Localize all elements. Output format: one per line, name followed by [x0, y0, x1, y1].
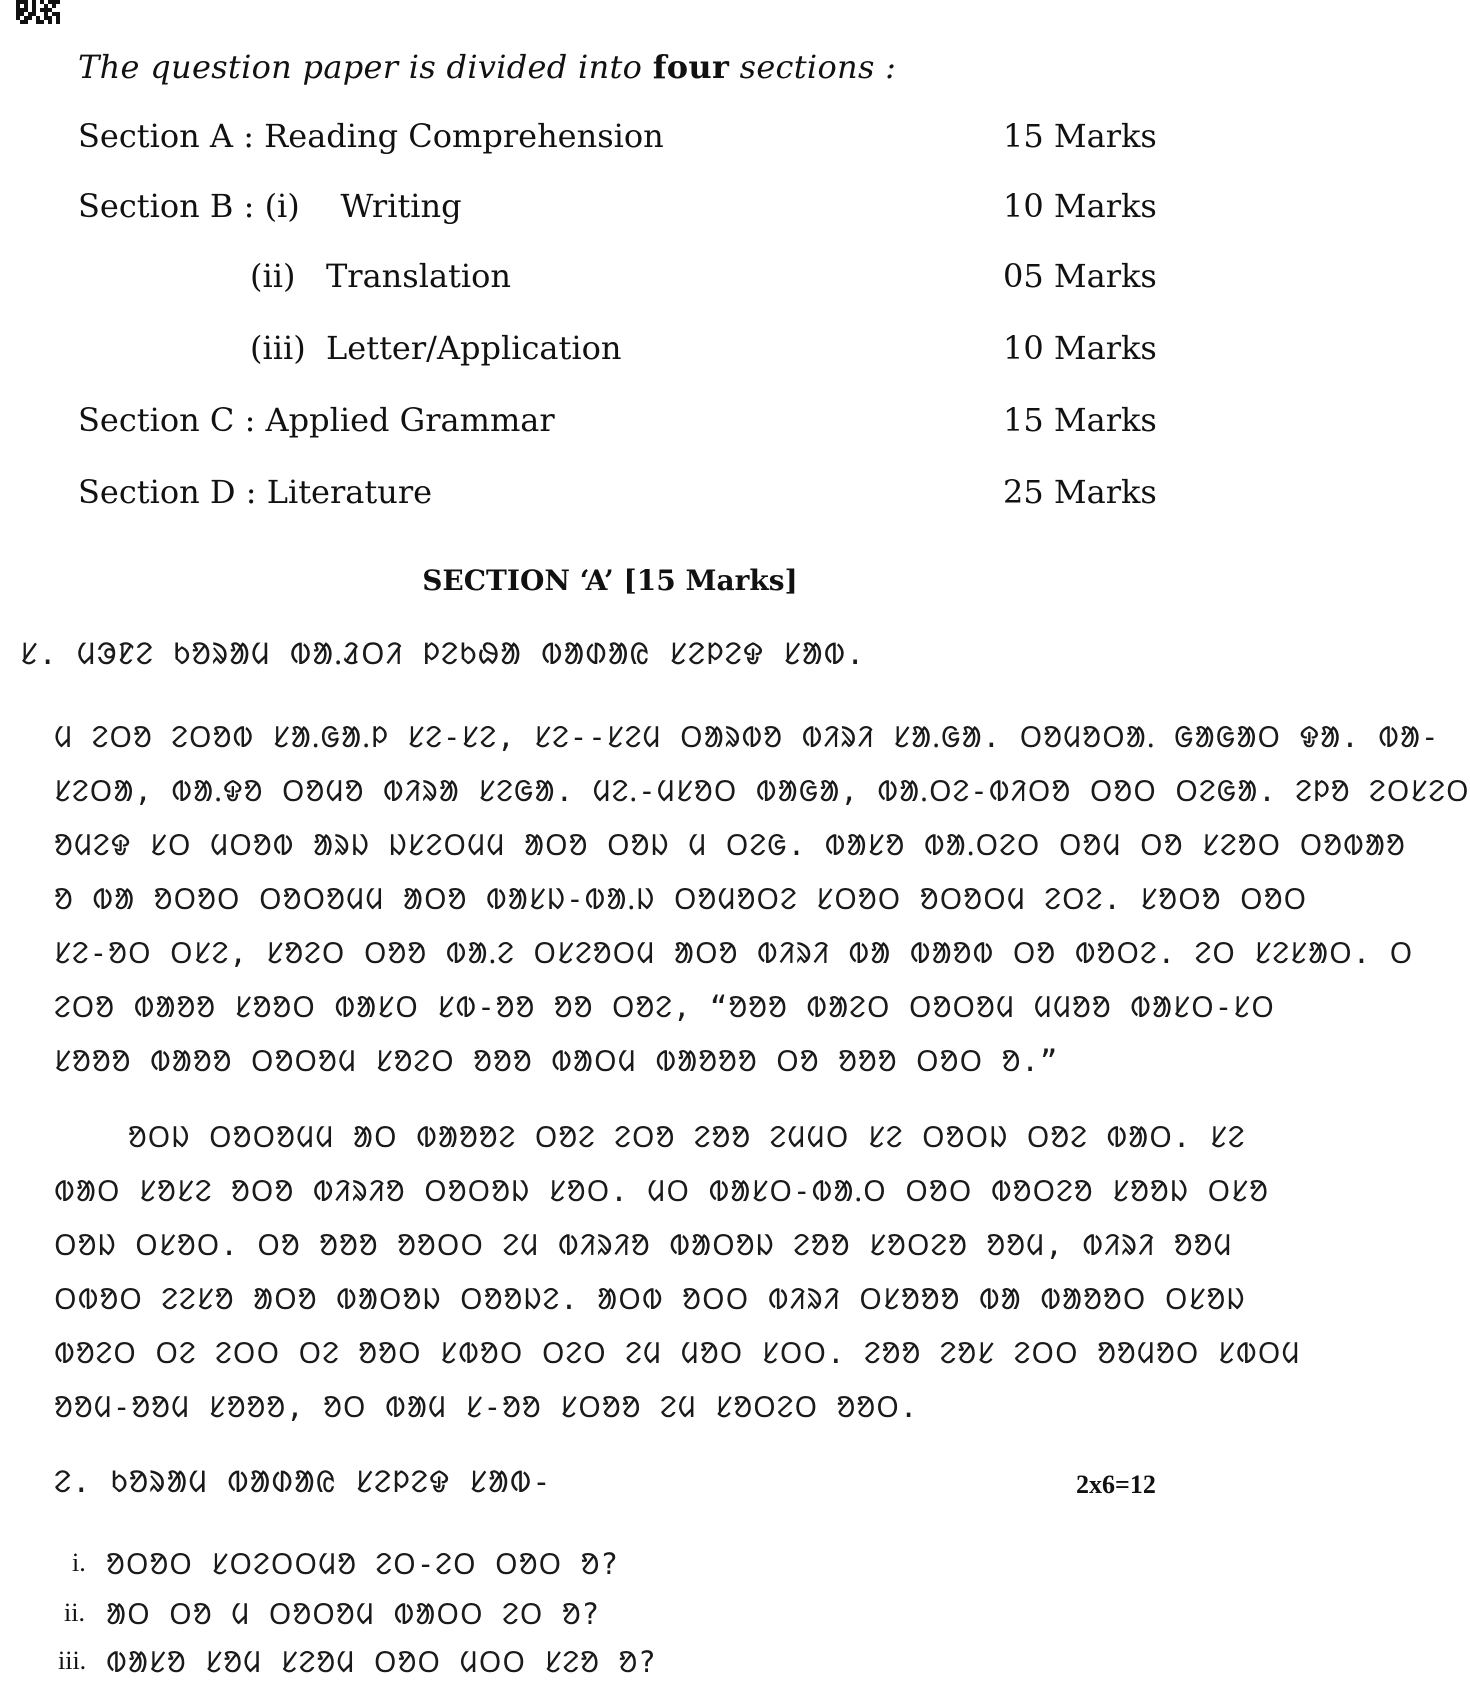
section-d-label: Section D : Literature	[78, 473, 433, 511]
section-b-i-marks: 10 Marks	[1003, 187, 1157, 225]
question-2-marks: 2x6=12	[1076, 1470, 1156, 1499]
intro-bold: four	[652, 48, 730, 86]
section-b-ii-label: (ii) Translation	[250, 257, 511, 295]
paper-intro	[78, 48, 896, 86]
passage-line: ᱛᱚᱡ ᱛᱥᱚᱛ. ᱛᱚ ᱚᱚᱚ ᱚᱚᱛᱛ ᱮᱢ ᱵᱤᱨᱤᱚ ᱵᱟᱛᱚᱡ ᱮᱚᱚ ᱥᱚᱛᱮᱚ ᱚᱚᱢ, ᱵᱤᱨᱤ ᱚᱚᱢ	[54, 1228, 1233, 1262]
passage-line: ᱮᱛᱚ ᱵᱟᱚᱚ ᱥᱚᱚᱛ ᱵᱟᱥᱛ ᱥᱵ-ᱚᱚ ᱚᱚ ᱛᱚᱮ, “ᱚᱚᱚ ᱵᱟᱮᱛ ᱛᱚᱛᱚᱢ ᱢᱢᱚᱚ ᱵᱟᱥᱛ-ᱥᱛ	[54, 990, 1275, 1024]
intro-suffix: sections :	[729, 48, 897, 86]
list-item: ᱚᱛᱚᱛ ᱥᱛᱮᱛᱛᱢᱚ ᱮᱛ-ᱮᱛ ᱛᱚᱛ ᱚ?	[106, 1547, 619, 1581]
passage-line: ᱥᱮ-ᱚᱛ ᱛᱥᱮ, ᱥᱚᱮᱛ ᱛᱚᱚ ᱵᱟᱹᱮ ᱛᱥᱮᱚᱛᱢ ᱟᱛᱚ ᱵᱤᱨᱤ ᱵᱟ ᱵᱟᱚᱵ ᱛᱚ ᱵᱚᱛᱮ. ᱮᱛ ᱥᱮᱥᱟᱛ. ᱛ	[54, 936, 1414, 970]
list-item-number: ii.	[64, 1598, 85, 1627]
question-2-prompt: ᱮ. ᱠᱚᱨᱟᱢ ᱵᱟᱰᱟᱭ ᱥᱮᱞᱮᱫ ᱥᱟᱵ-	[54, 1465, 552, 1500]
qr-code-icon	[16, 0, 60, 24]
list-item-number: i.	[72, 1548, 86, 1577]
section-b-ii-marks: 05 Marks	[1003, 257, 1157, 295]
passage-line: ᱚᱢᱮᱫ ᱥᱛ ᱢᱛᱚᱵ ᱟᱨᱡ ᱡᱥᱮᱛᱢᱢ ᱟᱛᱚ ᱛᱚᱡ ᱢ ᱛᱮᱜ. ᱵᱟᱥᱚ ᱵᱟᱹᱛᱮᱛ ᱛᱚᱢ ᱛᱚ ᱥᱮᱚᱛ ᱛᱚᱵᱟᱚ	[54, 828, 1406, 862]
section-c-label: Section C : Applied Grammar	[78, 401, 555, 439]
list-item: ᱵᱟᱥᱚ ᱥᱚᱢ ᱥᱮᱚᱢ ᱛᱚᱛ ᱢᱛᱛ ᱥᱮᱚ ᱚ?	[106, 1645, 657, 1679]
section-a-heading: SECTION ‘A’ [15 Marks]	[422, 564, 798, 597]
section-c-marks: 15 Marks	[1003, 401, 1157, 439]
question-1-prompt: ᱥ. ᱢᱳᱱᱮ ᱠᱚᱨᱟᱢ ᱵᱟᱹᱲᱛᱤ ᱞᱮᱠᱷᱟ ᱵᱟᱰᱟᱭ ᱥᱮᱞᱮᱫ ᱥᱟᱵ.	[20, 637, 866, 672]
passage-line: ᱵᱚᱮᱛ ᱛᱮ ᱮᱛᱛ ᱛᱮ ᱚᱚᱛ ᱥᱵᱚᱛ ᱛᱮᱛ ᱮᱢ ᱢᱚᱛ ᱥᱛᱛ. ᱮᱚᱚ ᱮᱚᱥ ᱮᱛᱛ ᱚᱚᱢᱚᱛ ᱥᱵᱛᱢ	[54, 1336, 1301, 1370]
passage-line: ᱥᱚᱚᱚ ᱵᱟᱚᱚ ᱛᱚᱛᱚᱢ ᱥᱚᱮᱛ ᱚᱚᱚ ᱵᱟᱛᱢ ᱵᱟᱚᱚᱚ ᱛᱚ ᱚᱚᱚ ᱛᱚᱛ ᱚ.”	[54, 1044, 1059, 1078]
passage-line: ᱛᱵᱚᱛ ᱮᱮᱥᱚ ᱟᱛᱚ ᱵᱟᱛᱚᱡ ᱛᱚᱚᱡᱮ. ᱟᱛᱵ ᱚᱛᱛ ᱵᱤᱨᱤ ᱛᱥᱚᱚᱚ ᱵᱟ ᱵᱟᱚᱚᱛ ᱛᱥᱚᱡ	[54, 1282, 1246, 1316]
passage-line: ᱚ ᱵᱟ ᱚᱛᱚᱛ ᱛᱚᱛᱚᱢᱢ ᱟᱛᱚ ᱵᱟᱥᱡ-ᱵᱟᱹᱡ ᱛᱚᱢᱚᱛᱮ ᱥᱛᱚᱛ ᱚᱛᱚᱛᱢ ᱮᱛᱮ. ᱥᱚᱛᱚ ᱛᱚᱛ	[54, 882, 1308, 916]
section-d-marks: 25 Marks	[1003, 473, 1157, 511]
list-item: ᱟᱛ ᱛᱚ ᱢ ᱛᱚᱛᱚᱢ ᱵᱟᱛᱛ ᱮᱛ ᱚ?	[106, 1597, 601, 1631]
section-b-iii-label: (iii) Letter/Application	[250, 329, 622, 367]
section-b-iii-marks: 10 Marks	[1003, 329, 1157, 367]
section-a-label: Section A : Reading Comprehension	[78, 117, 664, 155]
section-b-label: Section B : (i) Writing	[78, 187, 462, 225]
intro-prefix: The question paper is divided into	[78, 48, 653, 86]
passage-line: ᱢ ᱮᱛᱚ ᱮᱛᱚᱵ ᱥᱟᱹᱜᱟᱹᱞ ᱥᱮ-ᱥᱮ, ᱥᱮ--ᱥᱮᱢ ᱛᱟᱨᱵᱚ ᱵᱤᱨᱤ ᱥᱟᱹᱜᱟ. ᱛᱚᱢᱚᱛᱟᱹ ᱜᱟᱜᱟᱛ ᱫᱟ. ᱵᱟ-	[54, 720, 1440, 754]
list-item-number: iii.	[58, 1646, 87, 1675]
passage-line: ᱚᱛᱡ ᱛᱚᱛᱚᱢᱢ ᱟᱛ ᱵᱟᱚᱚᱮ ᱛᱚᱮ ᱮᱛᱚ ᱮᱚᱚ ᱮᱢᱢᱛ ᱥᱮ ᱛᱚᱛᱡ ᱛᱚᱮ ᱵᱟᱛ. ᱥᱮ	[54, 1120, 1246, 1154]
passage-line: ᱥᱮᱛᱟ, ᱵᱟᱹᱫᱚ ᱛᱚᱢᱚ ᱵᱤᱨᱟ ᱥᱮᱜᱟ. ᱢᱮᱹ-ᱢᱥᱚᱛ ᱵᱟᱜᱟ, ᱵᱟᱹᱛᱮ-ᱵᱤᱛᱚ ᱛᱚᱛ ᱛᱮᱜᱟ. ᱮᱞᱚ ᱮᱛᱥᱮᱛ	[54, 774, 1470, 808]
passage-line: ᱚᱚᱢ-ᱚᱚᱢ ᱥᱚᱚᱚ, ᱚᱛ ᱵᱟᱢ ᱥ-ᱚᱚ ᱥᱛᱚᱚ ᱮᱢ ᱥᱚᱛᱮᱛ ᱚᱚᱛ.	[54, 1390, 919, 1424]
section-a-marks: 15 Marks	[1003, 117, 1157, 155]
passage-line: ᱵᱟᱛ ᱥᱚᱥᱮ ᱚᱛᱚ ᱵᱤᱨᱤᱚ ᱛᱚᱛᱚᱡ ᱥᱚᱛ. ᱢᱛ ᱵᱟᱥᱛ-ᱵᱟᱹᱛ ᱛᱚᱛ ᱵᱚᱛᱮᱚ ᱥᱚᱚᱡ ᱛᱥᱚ	[54, 1174, 1269, 1208]
